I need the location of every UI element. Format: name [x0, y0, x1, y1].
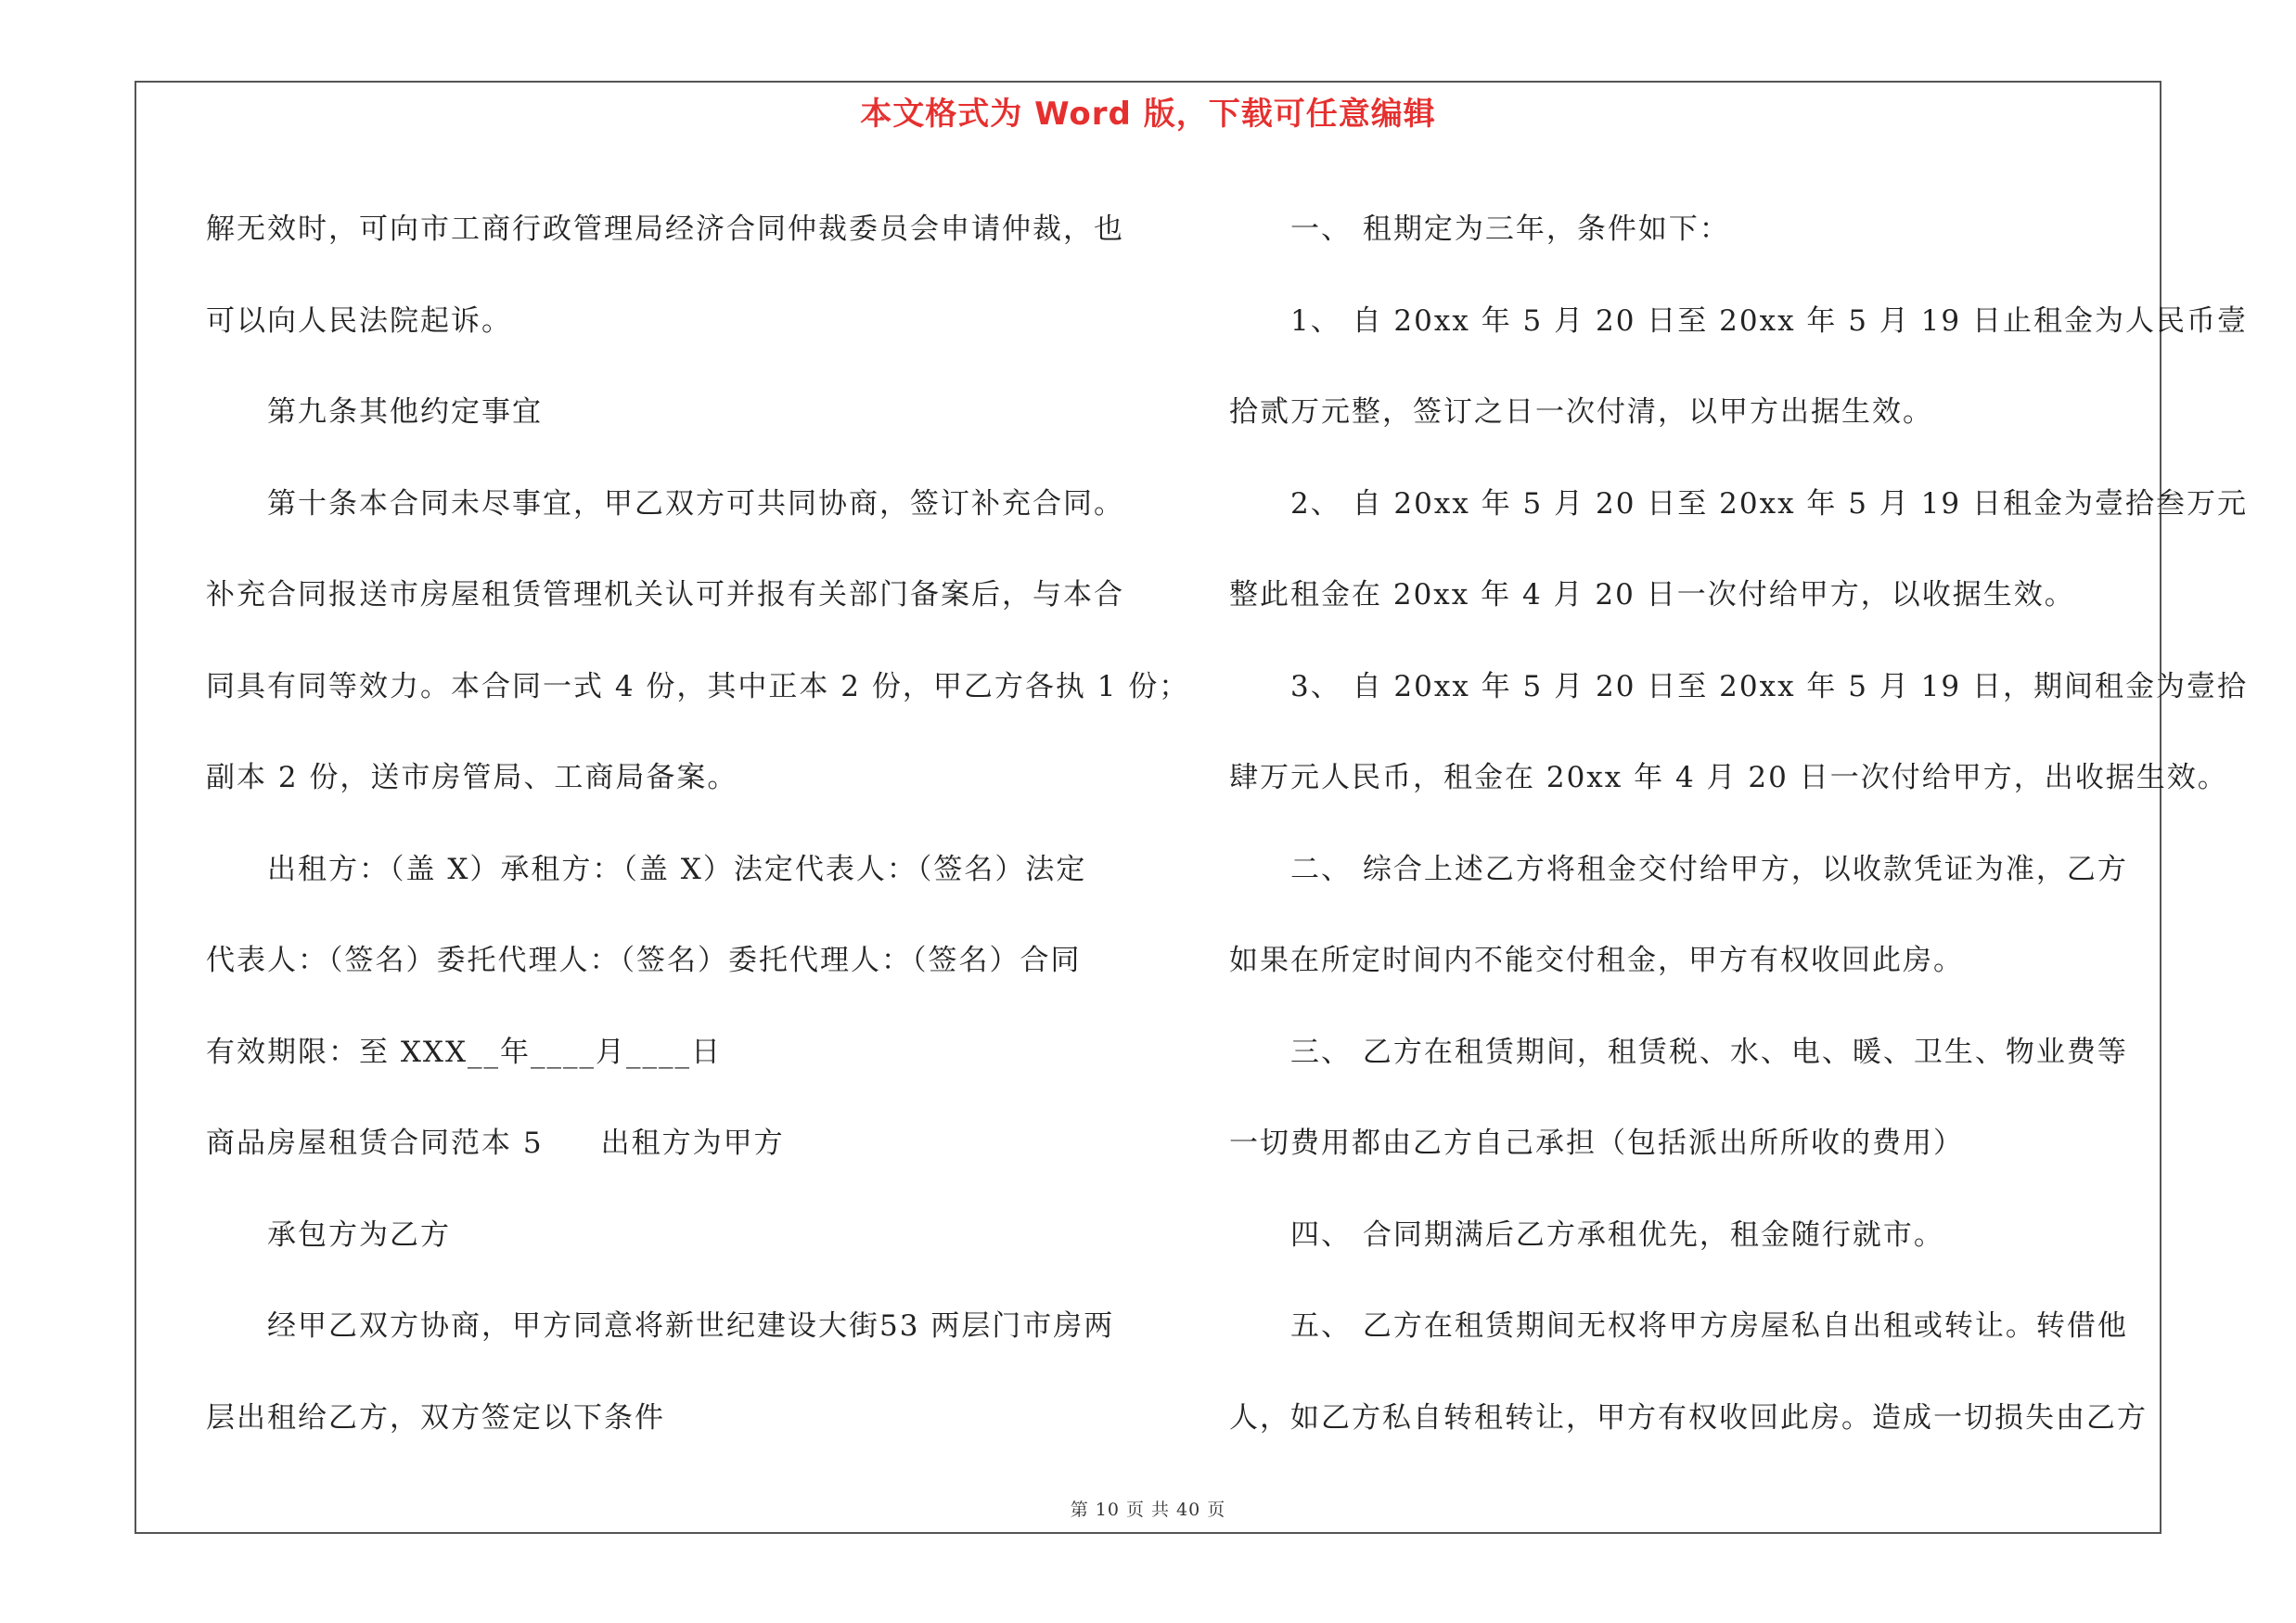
section-heading-article-9: 第九条其他约定事宜	[267, 395, 543, 429]
clause-4-line: 四、 合同期满后乙方承租优先，租金随行就市。	[1290, 1217, 1944, 1252]
validity-period-line: 有效期限：至 XXX__年____月____日	[206, 1035, 723, 1069]
clause-3-line: 三、 乙方在租赁期间，租赁税、水、电、暖、卫生、物业费等	[1290, 1035, 2128, 1069]
paragraph-line: 副本 2 份，送市房管局、工商局备案。	[206, 761, 738, 794]
clause-line: 2、 自 20xx 年 5 月 20 日至 20xx 年 5 月 19 日租金为壹拾叁万元	[1290, 486, 2248, 521]
header-banner: 本文格式为 Word 版，下载可任意编辑	[860, 96, 1436, 133]
clause-line: 整此租金在 20xx 年 4 月 20 日一次付给甲方，以收据生效。	[1229, 578, 2075, 612]
paragraph-line: 补充合同报送市房屋租赁管理机关认可并报有关部门备案后，与本合	[206, 578, 1124, 612]
clause-line: 一切费用都由乙方自己承担（包括派出所所收的费用）	[1229, 1127, 1964, 1160]
clause-line: 3、 自 20xx 年 5 月 20 日至 20xx 年 5 月 19 日，期间租金为壹拾	[1290, 669, 2248, 703]
lessee-definition: 承包方为乙方	[267, 1217, 451, 1252]
clause-1-heading: 一、 租期定为三年，条件如下：	[1290, 213, 1730, 246]
paragraph-line: 解无效时，可向市工商行政管理局经济合同仲裁委员会申请仲裁，也	[206, 213, 1124, 246]
left-column	[206, 184, 1190, 1463]
paragraph-line: 同具有同等效力。本合同一式 4 份，其中正本 2 份，甲乙方各执 1 份；	[206, 669, 1190, 703]
section-heading-article-10: 第十条本合同未尽事宜，甲乙双方可共同协商，签订补充合同。	[267, 486, 1124, 521]
page-number-footer: 第 10 页 共 40 页	[1070, 1500, 1226, 1520]
clause-line: 如果在所定时间内不能交付租金，甲方有权收回此房。	[1229, 944, 1964, 977]
right-column	[1229, 184, 2248, 1463]
clause-line: 拾贰万元整，签订之日一次付清，以甲方出据生效。	[1229, 395, 1933, 429]
lessor-definition: 出租方为甲方	[600, 1127, 785, 1160]
signature-line: 出租方：（盖 X）承租方：（盖 X）法定代表人：（签名）法定	[267, 852, 1087, 886]
contract-template-title: 商品房屋租赁合同范本 5	[206, 1127, 544, 1160]
paragraph-line: 层出租给乙方，双方签定以下条件	[206, 1400, 665, 1435]
paragraph-line: 经甲乙双方协商，甲方同意将新世纪建设大街53 两层门市房两	[267, 1309, 1115, 1343]
clause-line: 肆万元人民币，租金在 20xx 年 4 月 20 日一次付给甲方，出收据生效。	[1229, 761, 2228, 794]
clause-5-line: 五、 乙方在租赁期间无权将甲方房屋私自出租或转让。转借他	[1290, 1309, 2128, 1343]
contract-template-title-line	[206, 1098, 1134, 1190]
paragraph-line: 可以向人民法院起诉。	[206, 303, 512, 338]
signature-line: 代表人：（签名）委托代理人：（签名）委托代理人：（签名）合同	[206, 944, 1082, 977]
clause-line: 1、 自 20xx 年 5 月 20 日至 20xx 年 5 月 19 日止租金为人民币壹	[1290, 303, 2248, 338]
clause-line: 人，如乙方私自转租转让，甲方有权收回此房。造成一切损失由乙方	[1229, 1400, 2148, 1435]
clause-2-line: 二、 综合上述乙方将租金交付给甲方，以收款凭证为准，乙方	[1290, 852, 2128, 886]
